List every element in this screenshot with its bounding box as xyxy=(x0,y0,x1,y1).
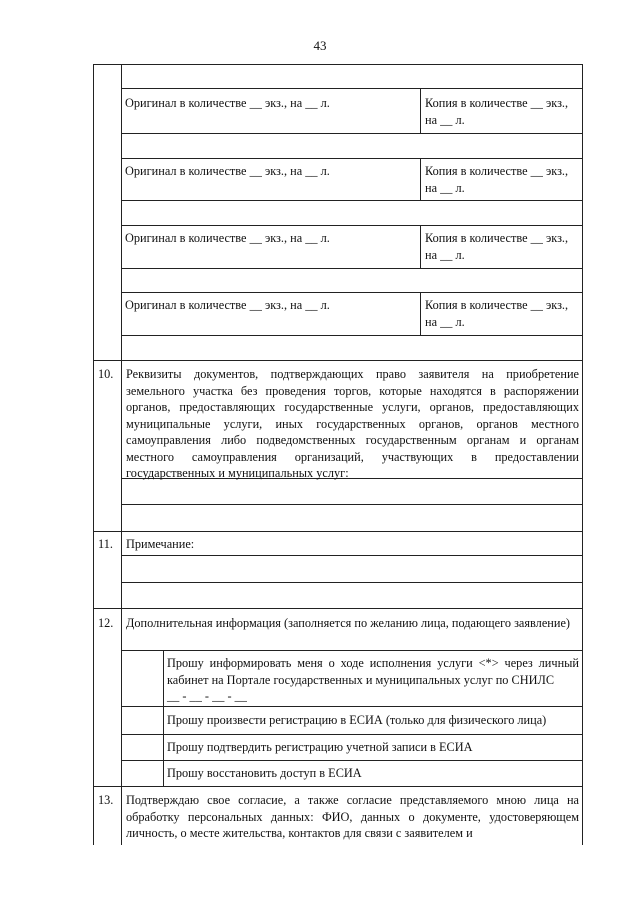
section-10-text: Реквизиты документов, подтверждающих право заявителя на приобретение земельного участка без проведения торгов, которые находятся в распоряжении органов, предоставляющих государственные услуги, органов, предоставляющих муниципальные услуги, иных государственных органов, органов местного самоуправления либо подведомственных государственным органам и органам местного самоуправления организаций, участвующих в предоставлении государственных и муниципальных услуг: xyxy=(126,367,579,480)
copy-column-border xyxy=(420,88,421,133)
section-divider xyxy=(93,786,583,787)
row-divider xyxy=(121,650,583,651)
table-border-right xyxy=(582,64,583,845)
row-divider xyxy=(121,760,583,761)
row-divider xyxy=(121,504,583,505)
snils-input[interactable]: __ - __ - __ - __ xyxy=(167,689,247,703)
option-checkbox-2[interactable] xyxy=(122,707,162,733)
row-divider xyxy=(121,88,583,89)
section-number-13: 13. xyxy=(98,793,114,807)
row-divider xyxy=(121,200,583,201)
section-number-12: 12. xyxy=(98,616,114,630)
table-border-top xyxy=(93,64,583,65)
copy-count-line2: на __ л. xyxy=(425,247,465,262)
option-text: Прошу информировать меня о ходе исполнения услуги <*> через личный кабинет на Портале государственных и муниципальных услуг по СНИЛС xyxy=(167,656,579,687)
copy-count-line1: Копия в количестве __ экз., xyxy=(425,298,569,312)
row-divider xyxy=(121,133,583,134)
section-11-label: Примечание: xyxy=(126,537,195,551)
checkbox-column-border xyxy=(163,650,164,786)
copy-count-line1: Копия в количестве __ экз., xyxy=(425,164,569,178)
original-count-4: Оригинал в количестве __ экз., на __ л. xyxy=(125,298,330,312)
row-divider xyxy=(121,292,583,293)
option-checkbox-4[interactable] xyxy=(122,761,162,785)
copy-count-4 xyxy=(425,297,580,330)
option-checkbox-1[interactable] xyxy=(122,651,162,705)
copy-count-3 xyxy=(425,230,580,263)
copy-count-1 xyxy=(425,95,580,128)
section-number-10: 10. xyxy=(98,367,114,381)
option-esia-confirm: Прошу подтвердить регистрацию учетной записи в ЕСИА xyxy=(167,740,473,754)
option-esia-restore: Прошу восстановить доступ в ЕСИА xyxy=(167,766,362,780)
section-divider xyxy=(93,360,583,361)
section-divider xyxy=(93,531,583,532)
section-number-11: 11. xyxy=(98,537,113,551)
table-border-left xyxy=(93,64,94,845)
option-esia-register: Прошу произвести регистрацию в ЕСИА (только для физического лица) xyxy=(167,713,547,727)
copy-count-2 xyxy=(425,163,580,196)
original-count-3: Оригинал в количестве __ экз., на __ л. xyxy=(125,231,330,245)
copy-count-line1: Копия в количестве __ экз., xyxy=(425,231,569,245)
option-checkbox-3[interactable] xyxy=(122,735,162,759)
row-divider xyxy=(121,268,583,269)
copy-column-border xyxy=(420,158,421,200)
row-divider xyxy=(121,582,583,583)
copy-count-line2: на __ л. xyxy=(425,180,465,195)
original-count-1: Оригинал в количестве __ экз., на __ л. xyxy=(125,96,330,110)
row-divider xyxy=(121,225,583,226)
original-count-2: Оригинал в количестве __ экз., на __ л. xyxy=(125,164,330,178)
section-12-label: Дополнительная информация (заполняется по желанию лица, подающего заявление) xyxy=(126,616,570,630)
copy-count-line2: на __ л. xyxy=(425,112,465,127)
row-divider xyxy=(121,555,583,556)
section-13-text: Подтверждаю свое согласие, а также согласие представляемого мною лица на обработку персональных данных: ФИО, данных о документе, удостоверяющем личность, о месте жительства, контактов для связи с заявителем и xyxy=(126,793,579,840)
copy-count-line2: на __ л. xyxy=(425,314,465,329)
copy-count-line1: Копия в количестве __ экз., xyxy=(425,96,569,110)
row-divider xyxy=(121,335,583,336)
copy-column-border xyxy=(420,292,421,335)
row-divider xyxy=(121,706,583,707)
copy-column-border xyxy=(420,225,421,268)
row-divider xyxy=(121,734,583,735)
option-portal-notify xyxy=(167,655,579,688)
row-divider xyxy=(121,158,583,159)
section-divider xyxy=(93,608,583,609)
page-number: 43 xyxy=(313,38,327,53)
